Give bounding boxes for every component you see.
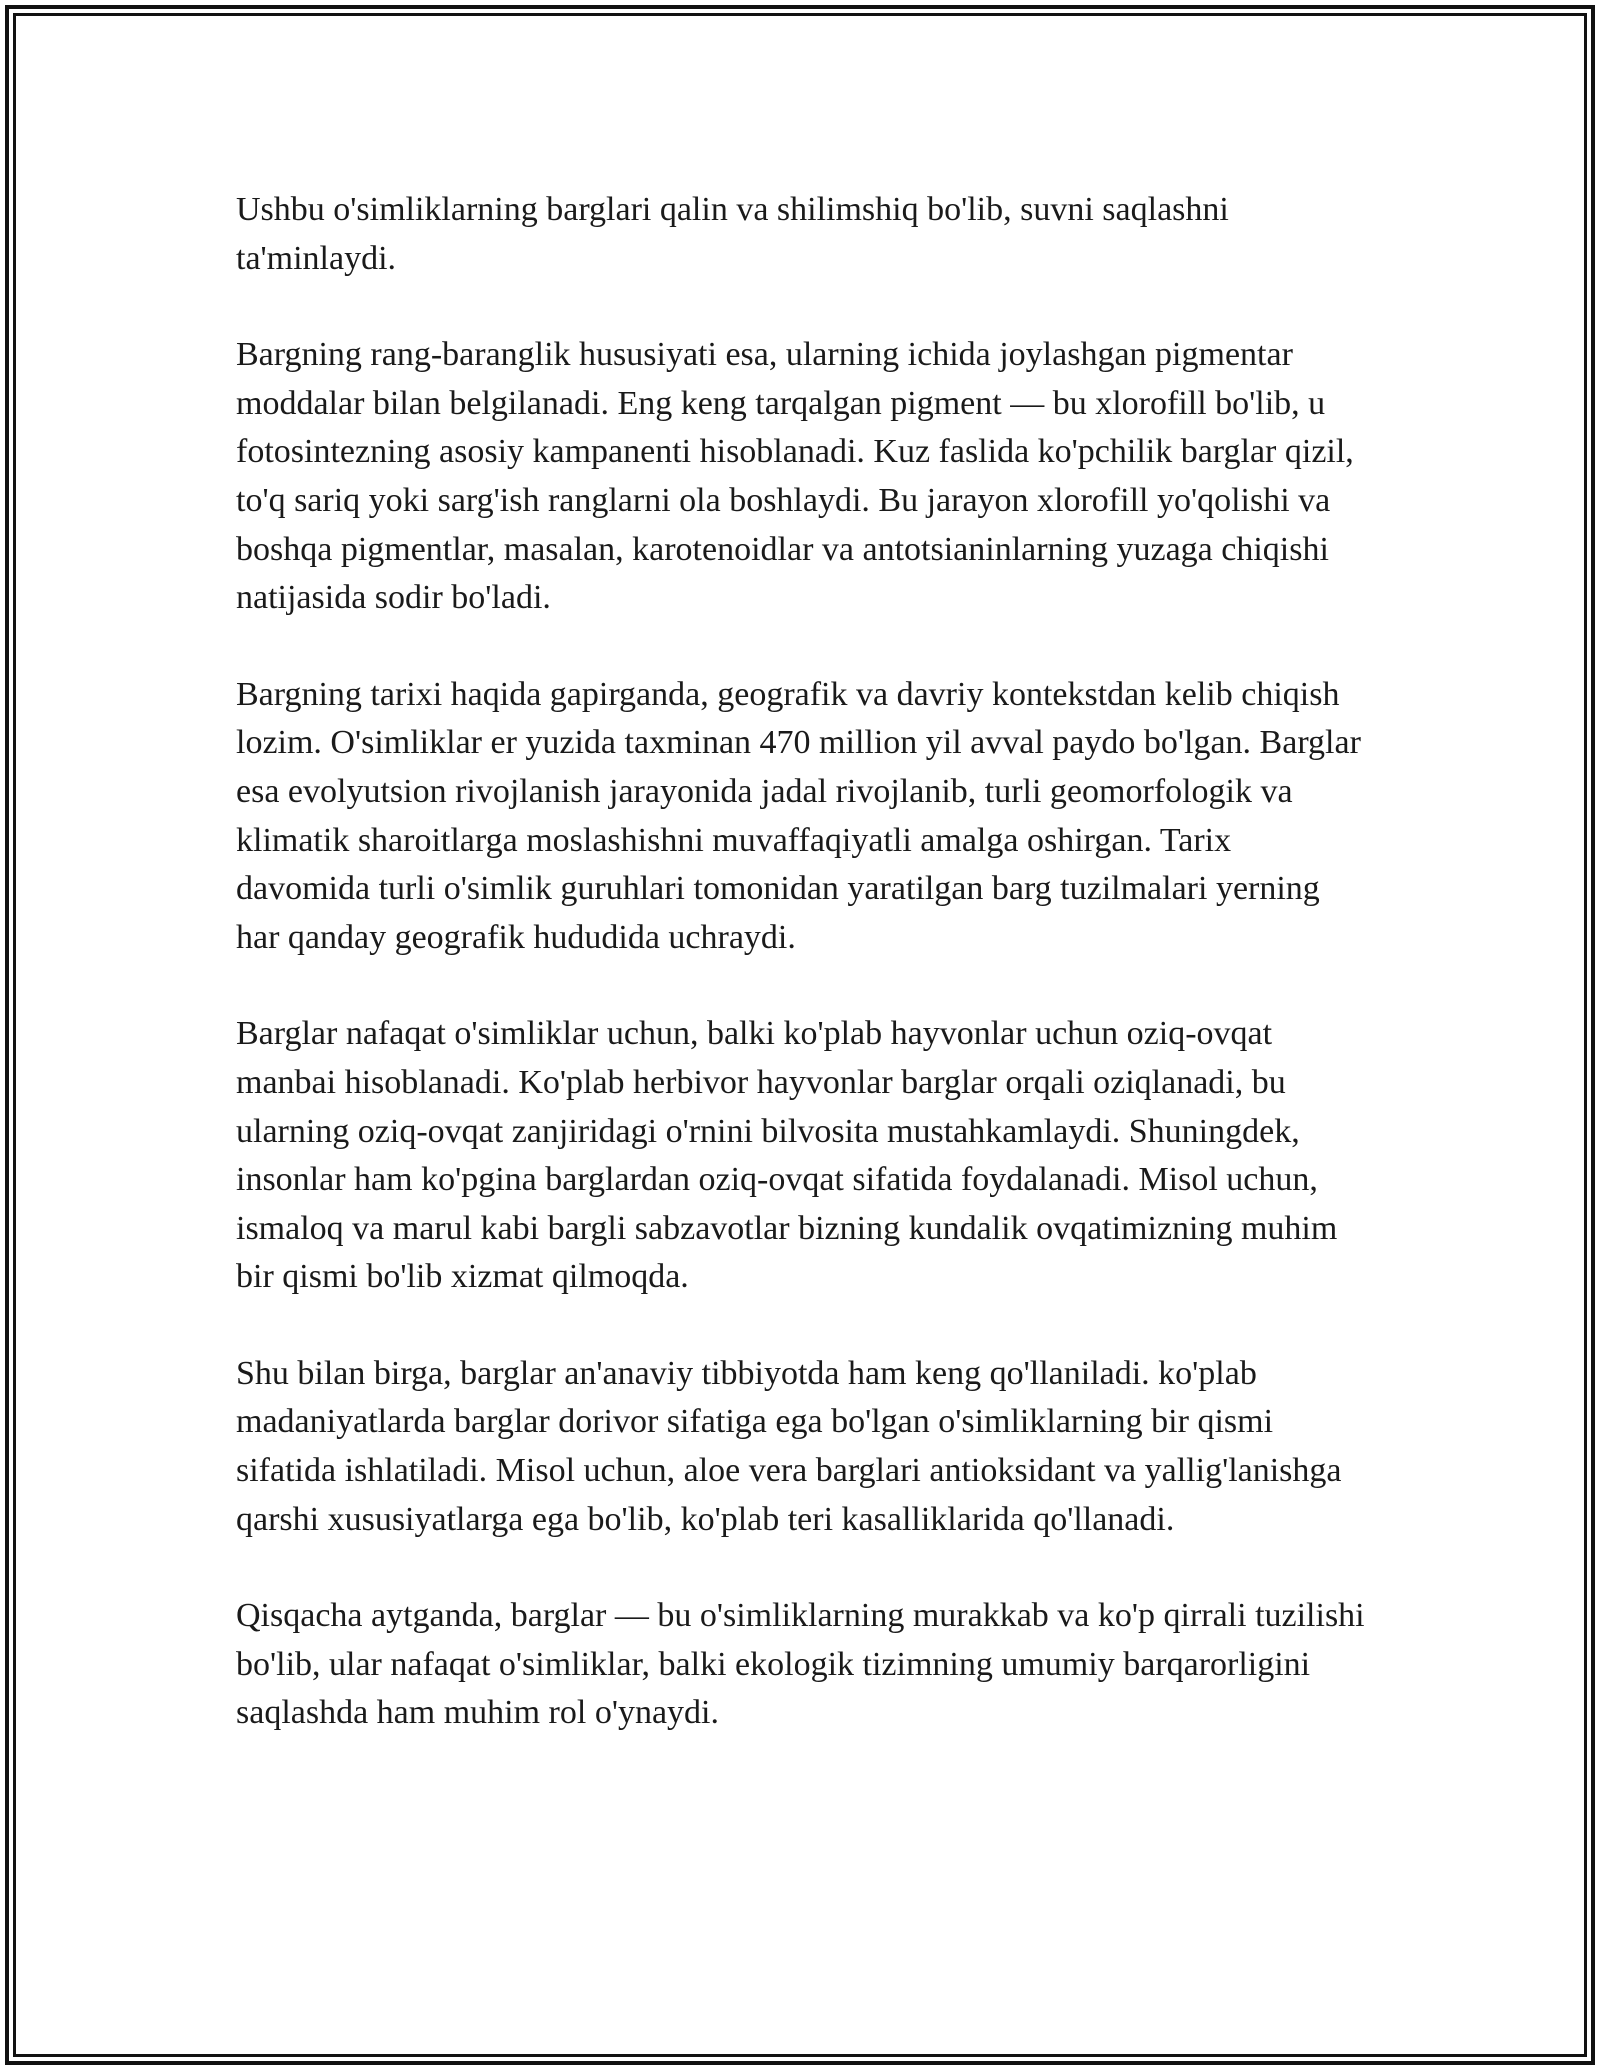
paragraph-6: Qisqacha aytganda, barglar — bu o'simliklarning murakkab va ko'p qirrali tuzilishi bo'lib, ular nafaqat o'simliklar, balki ekologik tizimning umumiy barqarorligini saqlashda ham muhim rol o'ynaydi. — [236, 1597, 1365, 1732]
paragraph-5: Shu bilan birga, barglar an'anaviy tibbiyotda ham keng qo'llaniladi. ko'plab madaniyatlarda barglar dorivor sifatiga ega bo'lgan o'simliklarning bir qismi sifatida ishlatiladi. Misol uchun, aloe vera barglari antioksidant va yallig'lanishga qarshi xususiyatlarga ega bo'lib, ko'plab teri kasalliklarida qo'llanadi. — [236, 1354, 1342, 1538]
paragraph-4: Barglar nafaqat o'simliklar uchun, balki ko'plab hayvonlar uchun oziq-ovqat manbai hisoblanadi. Ko'plab herbivor hayvonlar barglar orqali oziqlanadi, bu ularning oziq-ovqat zanjiridagi o'rnini bilvosita mustahkamlaydi. Shuningdek, insonlar ham ko'pgina barglardan oziq-ovqat sifatida foydalanadi. Misol uchun, ismaloq va marul kabi bargli sabzavotlar bizning kundalik ovqatimizning muhim bir qismi bo'lib xizmat qilmoqda. — [236, 1015, 1338, 1296]
paragraph-3: Bargning tarixi haqida gapirganda, geografik va davriy kontekstdan kelib chiqish lozim. O'simliklar er yuzida taxminan 470 million yil avval paydo bo'lgan. Barglar esa evolyutsion rivojlanish jarayonida jadal rivojlanib, turli geomorfologik va klimatik sharoitlarga moslashishni muvaffaqiyatli amalga oshirgan. Tarix davomida turli o'simlik guruhlari tomonidan yaratilgan barg tuzilmalari yerning har qanday geografik hududida uchraydi. — [236, 675, 1361, 956]
document-body — [236, 186, 1366, 1738]
paragraph-1: Ushbu o'simliklarning barglari qalin va shilimshiq bo'lib, suvni saqlashni ta'minlaydi. — [236, 191, 1229, 277]
paragraph-2: Bargning rang-baranglik hususiyati esa, ularning ichida joylashgan pigmentar moddalar bilan belgilanadi. Eng keng tarqalgan pigment — bu xlorofill bo'lib, u fotosintezning asosiy kampanenti hisoblanadi. Kuz faslida ko'pchilik barglar qizil, to'q sariq yoki sarg'ish ranglarni ola boshlaydi. Bu jarayon xlorofill yo'qolishi va boshqa pigmentlar, masalan, karotenoidlar va antotsianinlarning yuzaga chiqishi natijasida sodir bo'ladi. — [236, 336, 1354, 617]
